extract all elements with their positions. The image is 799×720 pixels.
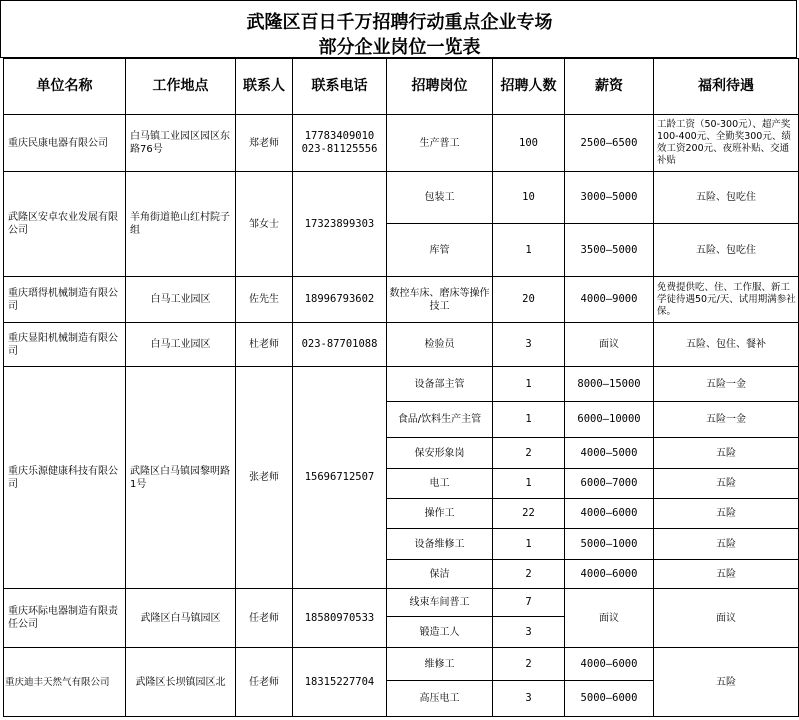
job-welfare: 五险一金: [654, 402, 799, 438]
job-position: 操作工: [387, 499, 493, 529]
header-company: 单位名称: [4, 59, 126, 115]
job-salary: 5000—1000: [565, 529, 654, 560]
job-count: 7: [493, 589, 565, 617]
table-row: [4, 172, 799, 224]
job-welfare: 五险: [654, 469, 799, 499]
contact-person: 张老师: [236, 367, 293, 589]
job-count: 1: [493, 469, 565, 499]
job-salary: 4000—9000: [565, 277, 654, 323]
job-salary: 面议: [565, 323, 654, 367]
job-table: [3, 58, 799, 717]
header-position: 招聘岗位: [387, 59, 493, 115]
job-welfare: 五险: [654, 560, 799, 589]
table-row: [4, 367, 799, 402]
title-line-2: 部分企业岗位一览表: [318, 37, 481, 58]
job-salary: 面议: [565, 589, 654, 648]
job-count: 1: [493, 224, 565, 277]
job-position: 库管: [387, 224, 493, 277]
company-location: 白马镇工业园区园区东路76号: [126, 115, 236, 172]
job-count: 3: [493, 617, 565, 648]
title-line-1: 武隆区百日千万招聘行动重点企业专场: [246, 12, 553, 33]
job-salary: 6000—10000: [565, 402, 654, 438]
job-salary: 8000—15000: [565, 367, 654, 402]
job-welfare: 五险: [654, 529, 799, 560]
header-phone: 联系电话: [293, 59, 387, 115]
contact-person: 任老师: [236, 589, 293, 648]
company-location: 羊角街道艳山红村院子组: [126, 172, 236, 277]
job-position: 检验员: [387, 323, 493, 367]
job-welfare: 免费提供吃、住、工作服、新工学徒待遇50元/天、试用期满参社保。: [654, 277, 799, 323]
company-location: 白马工业园区: [126, 277, 236, 323]
job-count: 3: [493, 323, 565, 367]
job-position: 电工: [387, 469, 493, 499]
company-location: 武隆区白马镇园黎明路1号: [126, 367, 236, 589]
job-position: 设备维修工: [387, 529, 493, 560]
job-salary: 6000—7000: [565, 469, 654, 499]
table-row: [4, 277, 799, 323]
job-count: 3: [493, 681, 565, 717]
company-location: 武隆区长坝镇园区北: [126, 648, 236, 717]
company-name: 重庆民康电器有限公司: [4, 115, 126, 172]
company-name: 重庆瑨得机械制造有限公司: [4, 277, 126, 323]
job-position: 生产普工: [387, 115, 493, 172]
company-name: 重庆乐源健康科技有限公司: [4, 367, 126, 589]
job-position: 食品/饮料生产主管: [387, 402, 493, 438]
job-position: 线束车间普工: [387, 589, 493, 617]
contact-phone: 023-87701088: [293, 323, 387, 367]
contact-person: 邹女士: [236, 172, 293, 277]
job-welfare: 五险: [654, 499, 799, 529]
contact-phone: 15696712507: [293, 367, 387, 589]
job-count: 100: [493, 115, 565, 172]
header-welfare: 福利待遇: [654, 59, 799, 115]
company-name: 武隆区安卓农业发展有限公司: [4, 172, 126, 277]
contact-person: 任老师: [236, 648, 293, 717]
job-count: 2: [493, 560, 565, 589]
job-count: 1: [493, 529, 565, 560]
job-count: 20: [493, 277, 565, 323]
job-salary: 3000—5000: [565, 172, 654, 224]
contact-phone: 17323899303: [293, 172, 387, 277]
job-position: 维修工: [387, 648, 493, 681]
contact-phone: 18996793602: [293, 277, 387, 323]
job-welfare: 五险、包吃住: [654, 224, 799, 277]
company-location: 白马工业园区: [126, 323, 236, 367]
job-count: 1: [493, 367, 565, 402]
job-position: 高压电工: [387, 681, 493, 717]
job-welfare: 工龄工资（50-300元）、超产奖100-400元、全勤奖300元、绩效工资200元、夜班补贴、交通补贴: [654, 115, 799, 172]
table-row: [4, 115, 799, 172]
job-position: 设备部主管: [387, 367, 493, 402]
job-count: 1: [493, 402, 565, 438]
job-position: 包装工: [387, 172, 493, 224]
job-welfare: 五险、包吃住: [654, 172, 799, 224]
contact-person: 佐先生: [236, 277, 293, 323]
contact-phone: 18315227704: [293, 648, 387, 717]
title-box: [0, 0, 797, 58]
job-salary: 3500—5000: [565, 224, 654, 277]
table-row: [4, 648, 799, 681]
job-count: 22: [493, 499, 565, 529]
job-position: 数控车床、磨床等操作技工: [387, 277, 493, 323]
company-name: 重庆显阳机械制造有限公司: [4, 323, 126, 367]
job-salary: 4000—5000: [565, 438, 654, 469]
header-location: 工作地点: [126, 59, 236, 115]
job-count: 2: [493, 438, 565, 469]
company-name: 重庆环际电器制造有限责任公司: [4, 589, 126, 648]
header-contact: 联系人: [236, 59, 293, 115]
contact-person: 郑老师: [236, 115, 293, 172]
company-name: 重庆迪丰天然气有限公司: [4, 648, 126, 717]
job-welfare: 五险: [654, 648, 799, 717]
job-salary: 2500—6500: [565, 115, 654, 172]
job-welfare: 五险: [654, 438, 799, 469]
job-position: 锻造工人: [387, 617, 493, 648]
table-row: [4, 589, 799, 617]
job-count: 10: [493, 172, 565, 224]
header-row: [4, 59, 799, 115]
job-position: 保洁: [387, 560, 493, 589]
company-location: 武隆区白马镇园区: [126, 589, 236, 648]
header-count: 招聘人数: [493, 59, 565, 115]
table-row: [4, 323, 799, 367]
job-salary: 4000—6000: [565, 499, 654, 529]
job-salary: 5000—6000: [565, 681, 654, 717]
job-welfare: 五险一金: [654, 367, 799, 402]
contact-phone: 18580970533: [293, 589, 387, 648]
job-welfare: 五险、包住、餐补: [654, 323, 799, 367]
job-salary: 4000—6000: [565, 560, 654, 589]
contact-person: 杜老师: [236, 323, 293, 367]
header-salary: 薪资: [565, 59, 654, 115]
job-count: 2: [493, 648, 565, 681]
job-position: 保安形象岗: [387, 438, 493, 469]
job-welfare: 面议: [654, 589, 799, 648]
job-salary: 4000—6000: [565, 648, 654, 681]
contact-phone: 17783409010 023-81125556: [293, 115, 387, 172]
